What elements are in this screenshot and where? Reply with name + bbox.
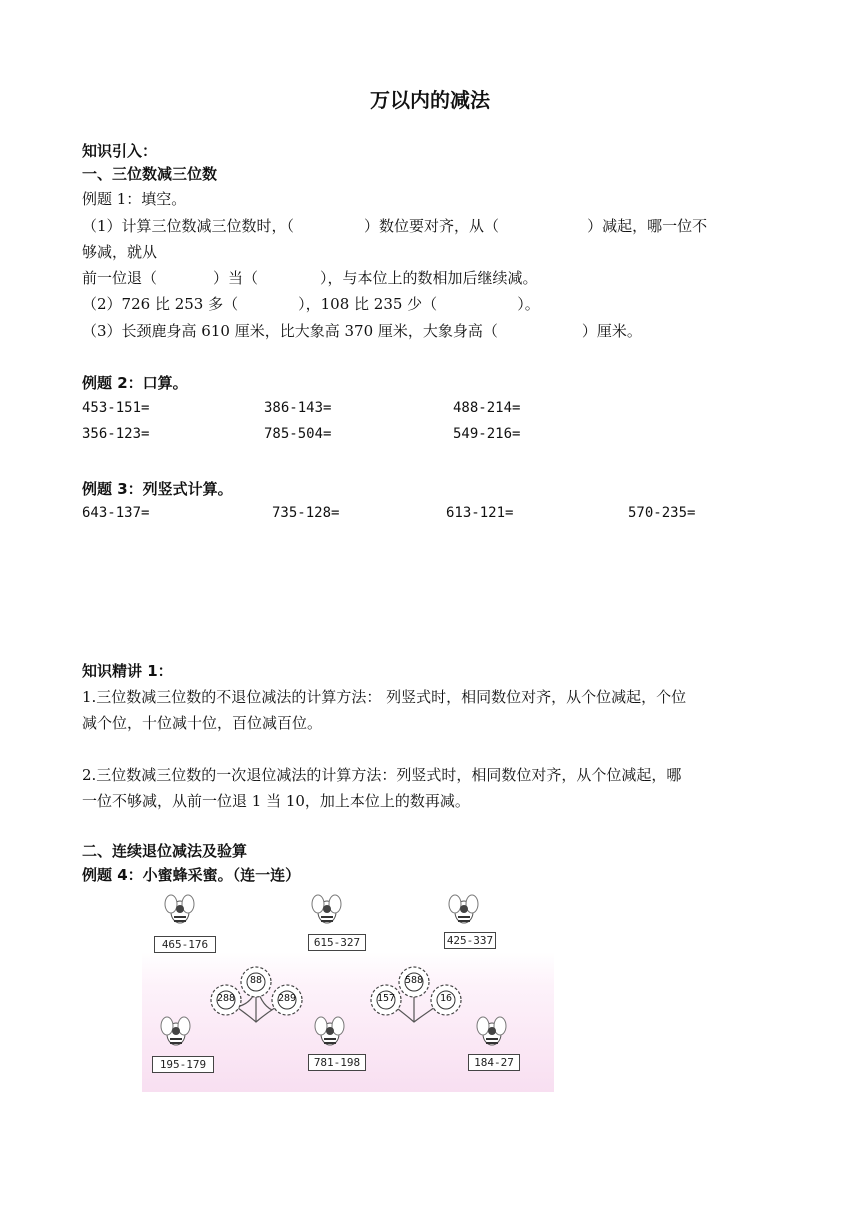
q1-part-c: ）减起，哪一位不 xyxy=(587,217,708,235)
knowledge-heading: 知识精讲 1： xyxy=(82,662,173,680)
bee-icon xyxy=(165,895,194,923)
flower-number[interactable]: 288 xyxy=(217,993,236,1004)
q1-part-g: ），与本位上的数相加后继续减。 xyxy=(320,269,538,287)
section1-heading: 一、三位数减三位数 xyxy=(82,165,218,183)
knowledge-p2-line1: 2.三位数减三位数的一次退位减法的计算方法：列竖式时，相同数位对齐，从个位减起，哪 xyxy=(82,766,682,784)
question-1-cont: 够减，就从 xyxy=(82,243,158,261)
q1-part-b: ）数位要对齐，从（ xyxy=(364,217,500,235)
oral-calc-2-1: 356-123= xyxy=(82,426,150,442)
vertical-calc-4: 570-235= xyxy=(628,505,696,521)
oral-calc-1-2: 386-143= xyxy=(264,400,332,416)
vertical-calc-2: 735-128= xyxy=(272,505,340,521)
bee-expression-box[interactable]: 465-176 xyxy=(154,936,216,953)
q2-part-c: ）。 xyxy=(517,295,540,313)
q2-part-b: ），108 比 235 少（ xyxy=(298,295,438,313)
knowledge-p2-line2: 一位不够减，从前一位退 1 当 10，加上本位上的数再减。 xyxy=(82,792,470,810)
example1-title: 例题 1：填空。 xyxy=(82,190,187,208)
bee-expression-box[interactable]: 184-27 xyxy=(468,1054,520,1071)
section2-heading: 二、连续退位减法及验算 xyxy=(82,842,248,860)
q2-part-a: （2）726 比 253 多（ xyxy=(82,295,239,313)
vertical-calc-3: 613-121= xyxy=(446,505,514,521)
q3-part-a: （3）长颈鹿身高 610 厘米，比大象高 370 厘米，大象身高（ xyxy=(82,322,498,340)
q1-part-e: 前一位退（ xyxy=(82,269,158,287)
bee-expression-box[interactable]: 615-327 xyxy=(308,934,366,951)
flower-number[interactable]: 88 xyxy=(249,975,263,986)
bee-expression-box[interactable]: 781-198 xyxy=(308,1054,366,1071)
flower-number[interactable]: 289 xyxy=(278,993,297,1004)
question-1 xyxy=(82,213,782,239)
vertical-calc-1: 643-137= xyxy=(82,505,150,521)
flower-number[interactable]: 157 xyxy=(377,993,396,1004)
knowledge-p1-line1: 1.三位数减三位数的不退位减法的计算方法： 列竖式时，相同数位对齐，从个位减起，个位 xyxy=(82,688,687,706)
q1-part-a: （1）计算三位数减三位数时，（ xyxy=(82,217,295,235)
flower-number[interactable]: 588 xyxy=(405,975,424,986)
oral-calc-2-3: 549-216= xyxy=(453,426,521,442)
question-2 xyxy=(82,291,782,317)
bee-expression-box[interactable]: 195-179 xyxy=(152,1056,214,1073)
q3-part-b: ）厘米。 xyxy=(581,322,642,340)
knowledge-p1-line2: 减个位，十位减十位，百位减百位。 xyxy=(82,714,323,732)
bee-expression-box[interactable]: 425-337 xyxy=(444,932,496,949)
example3-title: 例题 3：列竖式计算。 xyxy=(82,480,233,498)
bee-icon xyxy=(449,895,478,923)
flower-number[interactable]: 16 xyxy=(439,993,453,1004)
oral-calc-1-1: 453-151= xyxy=(82,400,150,416)
question-1-line3 xyxy=(82,265,782,291)
q1-part-f: ）当（ xyxy=(213,269,259,287)
question-3 xyxy=(82,318,782,344)
bee-flower-figure xyxy=(142,892,554,1092)
oral-calc-1-3: 488-214= xyxy=(453,400,521,416)
example4-title: 例题 4：小蜜蜂采蜜。（连一连） xyxy=(82,866,301,884)
page-title: 万以内的减法 xyxy=(370,88,490,112)
intro-heading: 知识引入： xyxy=(82,142,158,160)
bee-icon xyxy=(312,895,341,923)
oral-calc-2-2: 785-504= xyxy=(264,426,332,442)
example2-title: 例题 2：口算。 xyxy=(82,374,188,392)
